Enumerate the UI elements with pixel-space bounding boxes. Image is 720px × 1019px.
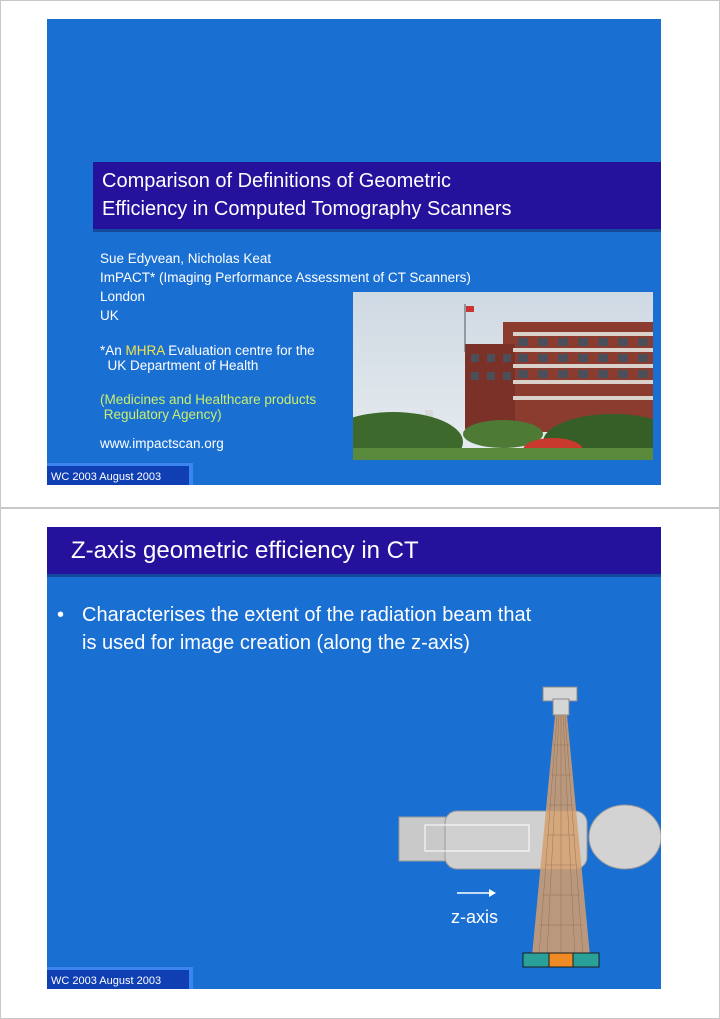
z-axis-arrowhead bbox=[489, 889, 496, 897]
website-link[interactable]: www.impactscan.org bbox=[100, 436, 224, 451]
evaluation-note-line-1 bbox=[100, 343, 315, 358]
bullet-text-line-2: is used for image creation (along the z-axis) bbox=[82, 632, 470, 654]
detector-left bbox=[523, 953, 549, 967]
slide-2-title-band bbox=[47, 527, 661, 577]
detector-right bbox=[573, 953, 599, 967]
agency-line-2: Regulatory Agency) bbox=[100, 407, 222, 422]
building-photo-illustration bbox=[353, 292, 653, 460]
bullet-text-line-1: Characterises the extent of the radiation beam that bbox=[82, 604, 532, 626]
ct-beam-diagram bbox=[391, 685, 661, 975]
evaluation-note-line-2: UK Department of Health bbox=[100, 358, 259, 373]
note-rest: Evaluation centre for the bbox=[164, 343, 315, 358]
building-photo bbox=[353, 292, 653, 460]
slide-2 bbox=[47, 527, 661, 989]
slide-1-title-band bbox=[93, 162, 661, 232]
slide-2-footer: WC 2003 August 2003 bbox=[47, 967, 193, 989]
slide-1-title-line-1: Comparison of Definitions of Geometric bbox=[102, 170, 452, 192]
bullet-symbol: • bbox=[57, 604, 65, 626]
z-axis-label: z-axis bbox=[451, 907, 499, 927]
detector-center bbox=[549, 953, 573, 967]
country: UK bbox=[100, 308, 119, 323]
collimator bbox=[553, 699, 569, 715]
slide-2-title: Z-axis geometric efficiency in CT bbox=[71, 537, 419, 564]
agency-line-1: (Medicines and Healthcare products bbox=[100, 392, 317, 407]
authors: Sue Edyvean, Nicholas Keat bbox=[100, 251, 272, 266]
organization: ImPACT* (Imaging Performance Assessment of CT Scanners) bbox=[100, 270, 471, 285]
slide-1 bbox=[47, 19, 661, 485]
slide-1-footer: WC 2003 August 2003 bbox=[47, 463, 193, 485]
city: London bbox=[100, 289, 146, 304]
mhra-highlight: MHRA bbox=[125, 343, 165, 358]
note-prefix: *An bbox=[100, 343, 126, 358]
patient-head bbox=[589, 805, 661, 869]
slide-1-title-line-2: Efficiency in Computed Tomography Scanners bbox=[102, 198, 512, 220]
